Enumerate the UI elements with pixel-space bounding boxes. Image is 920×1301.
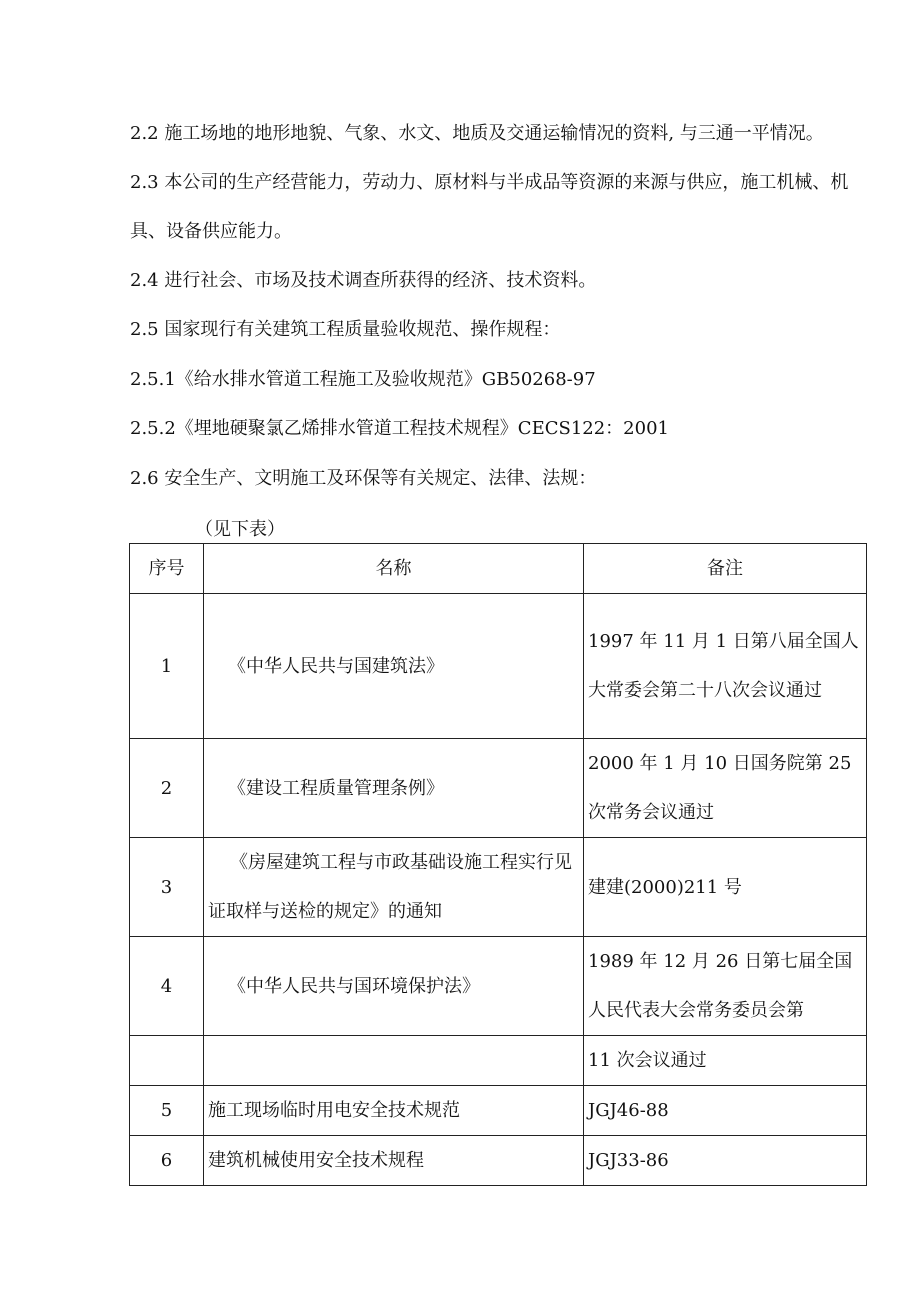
row-name: 建筑机械使用安全技术规程 [204, 1136, 584, 1186]
table-row [130, 1086, 867, 1136]
table-row [130, 838, 867, 937]
row-remark: JGJ46-88 [584, 1086, 867, 1136]
regulations-table [129, 543, 867, 1186]
table-row [130, 594, 867, 739]
header-name: 名称 [204, 544, 584, 594]
row-no: 5 [130, 1086, 204, 1136]
row-name: 施工现场临时用电安全技术规范 [204, 1086, 584, 1136]
row-remark: 1997 年 11 月 1 日第八届全国人大常委会第二十八次会议通过 [584, 594, 867, 739]
row-no: 6 [130, 1136, 204, 1186]
paragraph-2-5-2: 2.5.2《埋地硬聚氯乙烯排水管道工程技术规程》CECS122：2001 [130, 418, 669, 439]
table-header-row [130, 544, 867, 594]
paragraph-2-5: 2.5 国家现行有关建筑工程质量验收规范、操作规程： [130, 319, 561, 340]
row-no: 1 [130, 594, 204, 739]
table-row [130, 1136, 867, 1186]
row-remark: JGJ33-86 [584, 1136, 867, 1186]
table-row [130, 1036, 867, 1086]
header-no: 序号 [130, 544, 204, 594]
row-name: 《中华人民共与国环境保护法》 [204, 937, 584, 1036]
row-remark: 11 次会议通过 [584, 1036, 867, 1086]
row-remark: 2000 年 1 月 10 日国务院第 25 次常务会议通过 [584, 739, 867, 838]
paragraph-2-5-1: 2.5.1《给水排水管道工程施工及验收规范》GB50268-97 [130, 369, 596, 390]
header-remark: 备注 [584, 544, 867, 594]
row-no: 2 [130, 739, 204, 838]
table-row [130, 739, 867, 838]
paragraph-2-6: 2.6 安全生产、文明施工及环保等有关规定、法律、法规： [130, 468, 597, 489]
row-no: 4 [130, 937, 204, 1036]
table-note: （见下表） [195, 519, 285, 540]
row-remark: 1989 年 12 月 26 日第七届全国人民代表大会常务委员会第 [584, 937, 867, 1036]
row-no: 3 [130, 838, 204, 937]
row-no [130, 1036, 204, 1086]
table-row [130, 937, 867, 1036]
row-remark: 建建(2000)211 号 [584, 838, 867, 937]
paragraph-2-3: 2.3 本公司的生产经营能力，劳动力、原材料与半成品等资源的来源与供应，施工机械、机具、设备供应能力。 [130, 172, 849, 242]
row-name: 《中华人民共与国建筑法》 [204, 594, 584, 739]
paragraph-2-4: 2.4 进行社会、市场及技术调查所获得的经济、技术资料。 [130, 270, 597, 291]
paragraph-2-2: 2.2 施工场地的地形地貌、气象、水文、地质及交通运输情况的资料, 与三通一平情况。 [130, 123, 824, 144]
row-name [204, 1036, 584, 1086]
row-name: 《房屋建筑工程与市政基础设施工程实行见证取样与送检的规定》的通知 [204, 838, 584, 937]
row-name: 《建设工程质量管理条例》 [204, 739, 584, 838]
